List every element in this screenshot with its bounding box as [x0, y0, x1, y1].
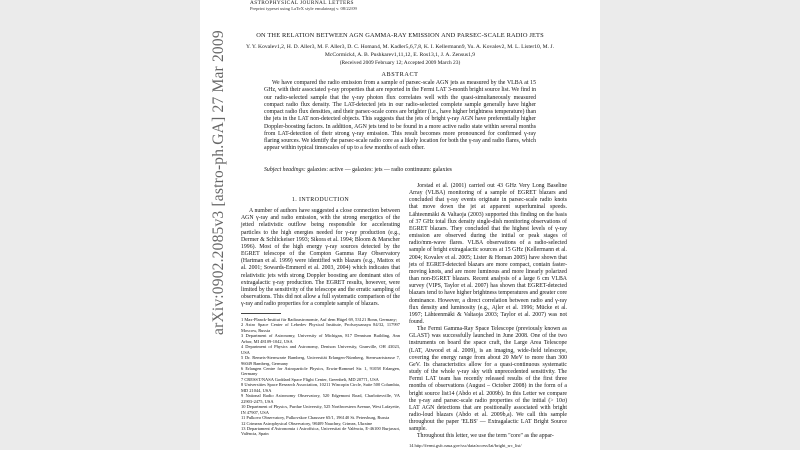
footnote-list	[241, 317, 400, 437]
author-list: Y. Y. Kovalev1,2, H. D. Aller3, M. F. Aller3, D. C. Homan4, M. Kadler5,6,7,8, K. I. Kellermann9, Yu. A. Kovalev2, M. L. Lister10, M. J. McCormick4, A. B. Pushkarev1,11,12, E. Ros13,1, J. A. Zensus1,9	[246, 44, 554, 58]
arxiv-identifier: arXiv:0902.2085v3 [astro-ph.GA] 27 Mar 2009	[210, 30, 227, 335]
journal-name: ASTROPHYSICAL JOURNAL LETTERS	[250, 0, 354, 6]
footnote-item: 4 Department of Physics and Astronomy, Denison University, Granville, OH 43023, USA	[241, 344, 400, 355]
arxiv-stamp	[176, 0, 256, 450]
preprint-line: Preprint typeset using LaTeX style emulateapj v. 08/22/09	[250, 6, 357, 11]
footnote-item: 11 Pulkovo Observatory, Pulkovskoe Chaussee 65/1, 196140 St. Petersburg, Russia	[241, 415, 390, 421]
right-paragraph-3: Throughout this letter, we use the term "core" as the appar-	[417, 433, 554, 440]
footnote-item: 12 Crimean Astrophysical Observatory, 98409 Nauchny, Crimea, Ukraine	[241, 420, 373, 426]
right-column	[409, 183, 567, 441]
footnote-item: 2 Astro Space Center of Lebedev Physical Institute, Profsoyuznaya 84/32, 117997 Moscow, Russia	[241, 322, 400, 333]
footnote-item: 13 Departament d'Astronomia i Astrofísica, Universitat de València, E-46100 Burjassot, València, Spain	[241, 426, 400, 437]
section-heading-introduction: 1. INTRODUCTION	[291, 197, 350, 203]
subject-values: galaxies: active — galaxies: jets — radio continuum: galaxies	[307, 167, 452, 173]
abstract-text: We have compared the radio emission from a sample of parsec-scale AGN jets as measured by the VLBA at 15 GHz, with their associated γ-ray properties that are reported in the Fermi LAT 3-month bright source list. We find in our radio-selected sample that the γ-ray photon flux correlates well with the quasi-simultaneously measured compact radio flux density. The LAT-detected jets in our radio-selected complete sample generally have higher compact radio flux densities, and their parsec-scale cores are brighter (i.e., have higher brightness temperature) than the jets in the LAT non-detected objects. This suggests that the jets of bright γ-ray AGN have preferentially higher Doppler-boosting factors. In addition, AGN jets tend to be found in a more active radio state within several months from LAT-detection of their strong γ-ray emission. This result becomes more pronounced for confirmed γ-ray flaring sources. We identify the parsec-scale radio core as a likely location for both the γ-ray and radio flares, which appear within typical timescales of up to a few months of each other.	[264, 80, 536, 152]
footnote-item: 5 Dr. Remeis-Sternwarte Bamberg, Universität Erlangen-Nürnberg, Sternwartstrasse 7, 96049 Bamberg, Germany	[241, 355, 400, 366]
subject-headings	[264, 167, 536, 174]
footnote-url: 14 http://fermi.gsfc.nasa.gov/ssc/data/access/lat/bright_src_list/	[409, 443, 522, 448]
footnote-item: 6 Erlangen Centre for Astroparticle Physics, Erwin-Rommel Str. 1, 91058 Erlangen, Germany	[241, 366, 400, 377]
abstract-heading: ABSTRACT	[381, 71, 419, 78]
intro-paragraph: A number of authors have suggested a close connection between AGN γ-ray and radio emission, with the strong energetics of the jetted relativistic outflow being responsible for accelerating particles to the high energies needed for γ-ray production (e.g., Dermer & Schlickeiser 1993; Sikora et al. 1994; Bloom & Marscher 1996). Most of the high energy γ-ray sources detected by the EGRET telescope of the Compton Gamma Ray Observatory (Hartman et al. 1999) were identified with blazars (e.g., Mattox et al. 2001; Sowards-Emmerd et al. 2003, 2004) which indicates that relativistic jets with strong Doppler boosting are dominant sites of extragalactic γ-ray production. The EGRET results, however, were limited by the sensitivity of the telescope and the erratic sampling of observations. This did not allow a full systematic comparison of the γ-ray and radio properties for a complete sample of blazars.	[241, 208, 400, 308]
received-date: (Received 2009 February 12; Accepted 2009 March 23)	[339, 60, 461, 66]
paper-title: ON THE RELATION BETWEEN AGN GAMMA-RAY EMISSION AND PARSEC-SCALE RADIO JETS	[256, 32, 544, 39]
footnote-item: 10 Department of Physics, Purdue University, 525 Northwestern Avenue, West Lafayette, IN 47907, USA	[241, 404, 400, 415]
footnote-item: 1 Max-Planck-Institut für Radioastronomie, Auf dem Hügel 69, 53121 Bonn, Germany;	[241, 316, 397, 322]
left-column	[241, 197, 400, 437]
right-paragraph-1: Jorstad et al. (2001) carried out 43 GHz Very Long Baseline Array (VLBA) monitoring of a sample of EGRET blazars and concluded that γ-ray events originate in parsec-scale radio knots that move down the jet at apparent superluminal speeds. Lähteenmäki & Valtaoja (2003) supported this finding on the basis of 37 GHz total flux density single-dish monitoring observations of EGRET blazars. They concluded that the highest levels of γ-ray emission are observed during the initial or peak stages of radio/mm-wave flares. VLBA observations of a radio-selected sample of bright extragalactic sources at 15 GHz (Kellermann et al. 2004; Kovalev et al. 2005; Lister & Homan 2005) have shown that jets of EGRET-detected blazars are more compact, contain faster-moving knots, and are more luminous and more linearly polarized than non-EGRET blazars. Recent analysis of a large 6 cm VLBA survey (VIPS, Taylor et al. 2007) has shown that EGRET-detected blazars tend to have higher brightness temperatures and greater core dominance. However, a direct correlation between radio and γ-ray flux density and luminosity (e.g., Ajler et al. 1996; Mücke et al. 1997; Lähteenmäki & Valtaoja 2003; Taylor et al. 2007) was not found.	[409, 183, 567, 325]
footnote-item: 9 National Radio Astronomy Observatory, 520 Edgemont Road, Charlottesville, VA 22903-2475, USA	[241, 393, 400, 404]
footnote-item: 8 Universities Space Research Association, 10211 Wincopin Circle, Suite 500 Columbia, MD 21044, USA	[241, 382, 400, 393]
footnote-item: 7 CRESST/NASA Goddard Space Flight Center, Greenbelt, MD 20771, USA	[241, 376, 379, 382]
footnote-item: 3 Department of Astronomy, University of Michigan, 817 Dennison Building, Ann Arbor, MI 48109-1042, USA	[241, 333, 400, 344]
right-paragraph-2: The Fermi Gamma-Ray Space Telescope (previously known as GLAST) was successfully launched in June 2008. One of the two instruments on board the space craft, the Large Area Telescope (LAT, Atwood et al. 2009), is an imaging, wide-field telescope, covering the energy range from about 20 MeV to more than 300 GeV. Its characteristics allow for a quasi-continuous systematic study of the whole γ-ray sky with unprecedented sensitivity. The Fermi LAT team has recently released results of the first three months of observations (August – October 2008) in the form of a bright source list14 (Abdo et al. 2009b). In this Letter we compare the γ-ray and parsec-scale radio properties of the initial (> 10σ) LAT AGN detections that are positionally associated with bright radio-loud blazars (Abdo et al. 2009b,a). We call this sample throughout the paper 'ELBS' — Extragalactic LAT Bright Source sample.	[409, 326, 567, 433]
paper-page	[200, 0, 600, 450]
subject-label: Subject headings:	[264, 167, 306, 173]
